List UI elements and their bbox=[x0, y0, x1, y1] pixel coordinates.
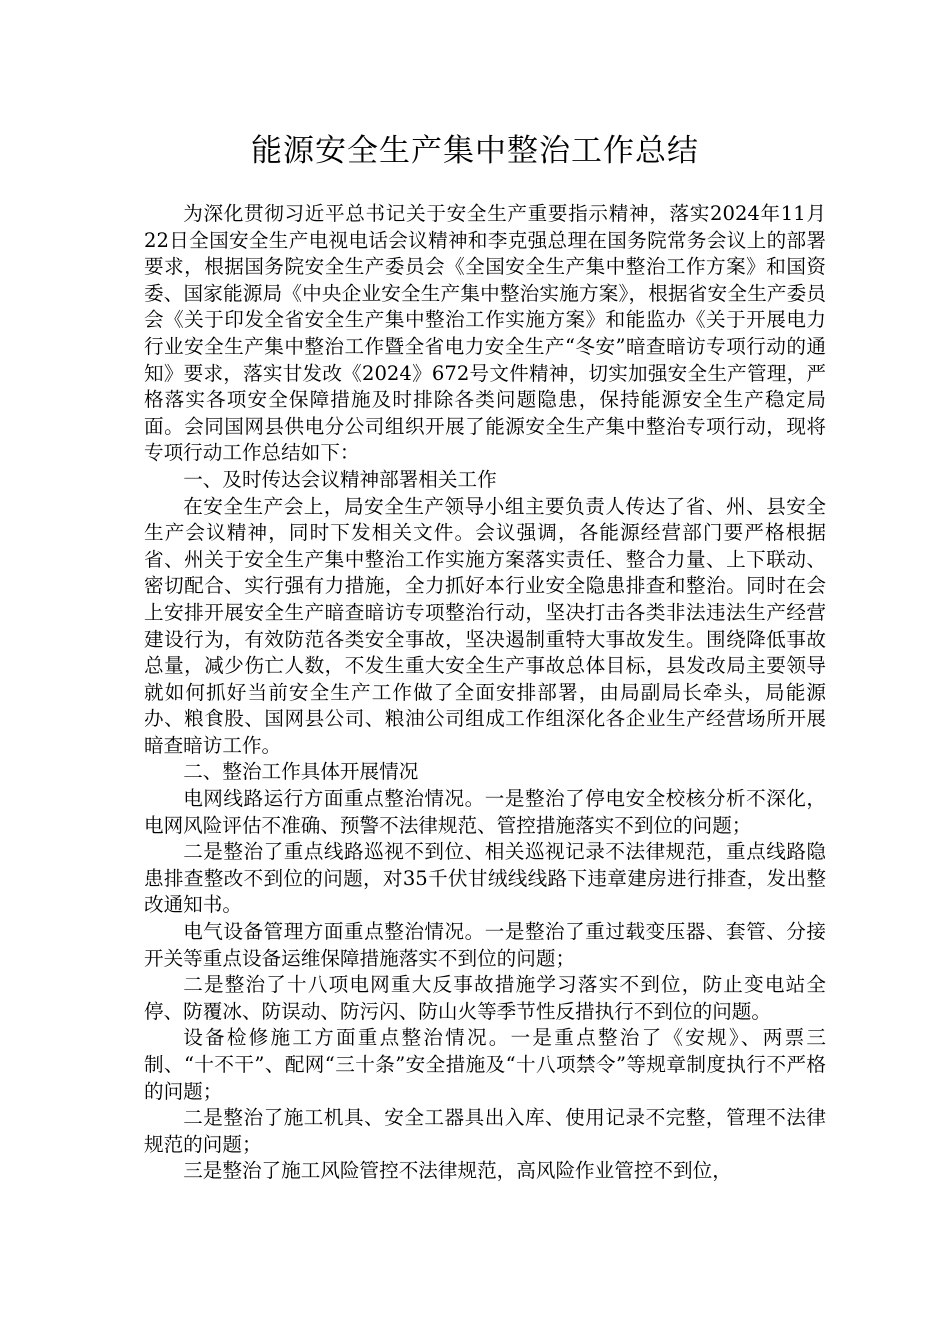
equipment-paragraph-2: 二是整治了十八项电网重大反事故措施学习落实不到位，防止变电站全停、防覆冰、防误动、防污闪、防山火等季节性反措执行不到位的问题。 bbox=[144, 973, 826, 1023]
grid-line-paragraph-2: 二是整治了重点线路巡视不到位、相关巡视记录不法律规范，重点线路隐患排查整改不到位的问题，对35千伏甘绒线线路下违章建房进行排查，发出整改通知书。 bbox=[144, 840, 826, 917]
maintenance-paragraph-2: 二是整治了施工机具、安全工器具出入库、使用记录不完整，管理不法律规范的问题； bbox=[144, 1106, 826, 1156]
section-1-paragraph: 在安全生产会上，局安全生产领导小组主要负责人传达了省、州、县安全生产会议精神，同时下发相关文件。会议强调，各能源经营部门要严格根据省、州关于安全生产集中整治工作实施方案落实责任、整合力量、上下联动、密切配合、实行强有力措施，全力抓好本行业安全隐患排查和整治。同时在会上安排开展安全生产暗查暗访专项整治行动，坚决打击各类非法违法生产经营建设行为，有效防范各类安全事故，坚决遏制重特大事故发生。围绕降低事故总量，减少伤亡人数，不发生重大安全生产事故总体目标，县发改局主要领导就如何抓好当前安全生产工作做了全面安排部署，由局副局长牵头，局能源办、粮食股、国网县公司、粮油公司组成工作组深化各企业生产经营场所开展暗查暗访工作。 bbox=[144, 494, 826, 757]
grid-line-paragraph-1: 电网线路运行方面重点整治情况。一是整治了停电安全校核分析不深化，电网风险评估不准确、预警不法律规范、管控措施落实不到位的问题； bbox=[144, 787, 826, 837]
intro-paragraph: 为深化贯彻习近平总书记关于安全生产重要指示精神，落实2024年11月22日全国安全生产电视电话会议精神和李克强总理在国务院常务会议上的部署要求，根据国务院安全生产委员会《全国安全生产集中整治工作方案》和国资委、国家能源局《中央企业安全生产集中整治实施方案》，根据省安全生产委员会《关于印发全省安全生产集中整治工作实施方案》和能监办《关于开展电力行业安全生产集中整治工作暨全省电力安全生产“冬安”暗查暗访专项行动的通知》要求，落实甘发改《2024》672号文件精神，切实加强安全生产管理，严格落实各项安全保障措施及时排除各类问题隐患，保持能源安全生产稳定局面。会同国网县供电分公司组织开展了能源安全生产集中整治专项行动，现将专项行动工作总结如下： bbox=[144, 202, 826, 465]
maintenance-paragraph-3: 三是整治了施工风险管控不法律规范，高风险作业管控不到位， bbox=[183, 1159, 732, 1183]
equipment-paragraph-1: 电气设备管理方面重点整治情况。一是整治了重过载变压器、套管、分接开关等重点设备运维保障措施落实不到位的问题； bbox=[144, 920, 826, 970]
document-body bbox=[144, 201, 826, 1185]
section-heading-1: 一、及时传达会议精神部署相关工作 bbox=[183, 467, 497, 491]
document-title: 能源安全生产集中整治工作总结 bbox=[251, 133, 699, 169]
maintenance-paragraph-1: 设备检修施工方面重点整治情况。一是重点整治了《安规》、两票三制、“十不干”、配网“三十条”安全措施及“十八项禁令”等规章制度执行不严格的问题； bbox=[144, 1026, 826, 1103]
section-heading-2: 二、整治工作具体开展情况 bbox=[183, 760, 419, 784]
